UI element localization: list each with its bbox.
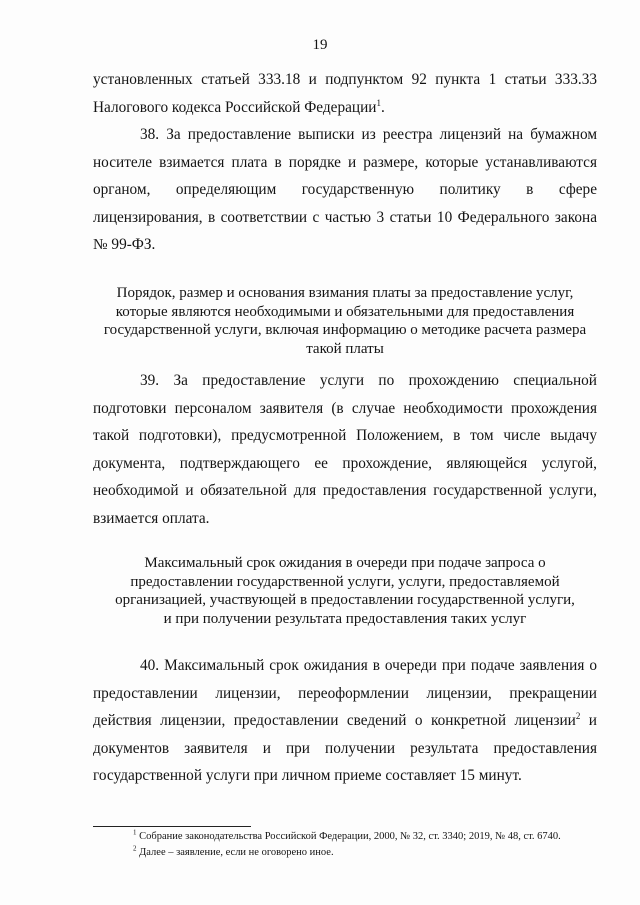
- text-line: необходимой и обязательной для предоставления государственной услуги,: [93, 482, 597, 500]
- text-line: подготовки персоналом заявителя (в случае необходимости прохождения: [93, 399, 597, 417]
- footnote-mark: 1: [133, 828, 137, 837]
- text-line: государственной услуги при личном приеме составляет 15 минут.: [93, 767, 522, 785]
- heading-line: которые являются необходимыми и обязательными для предоставления: [115, 303, 575, 320]
- heading-line: такой платы: [306, 340, 384, 357]
- text-line: документов заявителя и при получении результата предоставления: [93, 739, 597, 757]
- text-run: .: [380, 98, 385, 116]
- text-line: [93, 94, 597, 122]
- text-run: и: [580, 712, 597, 730]
- paragraph-continuation: [93, 66, 597, 121]
- text-line: лицензирования, в соответствии с частью 3 статьи 10 Федерального закона: [93, 208, 597, 226]
- text-line: предоставлении лицензии, переоформлении лицензии, прекращении: [93, 684, 597, 702]
- text-run: действия лицензии, предоставлении сведений о конкретной лицензии: [93, 712, 576, 730]
- text-run: Налогового кодекса Российской Федерации: [93, 98, 377, 116]
- heading-line: предоставлении государственной услуги, услуги, предоставляемой: [130, 573, 560, 590]
- footnote-separator: [93, 826, 251, 827]
- footnote-text: Собрание законодательства Российской Федерации, 2000, № 32, ст. 3340; 2019, № 48, ст. 6740.: [136, 831, 561, 842]
- section-heading-fee: [80, 284, 610, 358]
- heading-line: Максимальный срок ожидания в очереди при подаче запроса о: [144, 555, 546, 571]
- paragraph-40: [93, 652, 597, 790]
- footnote-text: Далее – заявление, если не оговорено иное.: [136, 847, 334, 858]
- footnote-mark: 2: [133, 844, 137, 853]
- footnote-1: [133, 830, 561, 844]
- section-heading-waiting-time: [80, 554, 610, 628]
- heading-line: государственной услуги, включая информацию о методике расчета размера: [103, 322, 587, 338]
- text-line: установленных статьей 333.18 и подпунктом 92 пункта 1 статьи 333.33: [93, 71, 597, 88]
- footnote-2: [133, 846, 334, 860]
- text-line: документа, подтверждающего ее прохождение, являющейся услугой,: [93, 454, 597, 472]
- footnote-ref-2: 2: [575, 711, 581, 722]
- text-line: носителе взимается плата в порядке и размере, которые устанавливаются: [93, 153, 597, 171]
- text-line: 39. За предоставление услуги по прохождению специальной: [140, 372, 597, 389]
- text-line: 40. Максимальный срок ожидания в очереди при подаче заявления о: [140, 657, 597, 674]
- paragraph-39: [93, 367, 597, 533]
- paragraph-38: [93, 121, 597, 259]
- text-line: органом, определяющим государственную политику в сфере: [93, 181, 597, 199]
- heading-line: организацией, участвующей в предоставлении государственной услуги,: [115, 592, 575, 608]
- page-number: 19: [312, 37, 328, 53]
- text-line: [93, 707, 597, 735]
- heading-line: Порядок, размер и основания взимания платы за предоставление услуг,: [116, 285, 574, 301]
- heading-line: и при получении результата предоставления таких услуг: [163, 610, 527, 627]
- footnote-ref-1: 1: [376, 97, 381, 108]
- text-line: взимается оплата.: [93, 509, 210, 527]
- text-line: 38. За предоставление выписки из реестра лицензий на бумажном: [140, 126, 597, 143]
- text-line: № 99-ФЗ.: [93, 236, 156, 254]
- text-line: такой подготовки), предусмотренной Положением, в том числе выдачу: [93, 427, 597, 445]
